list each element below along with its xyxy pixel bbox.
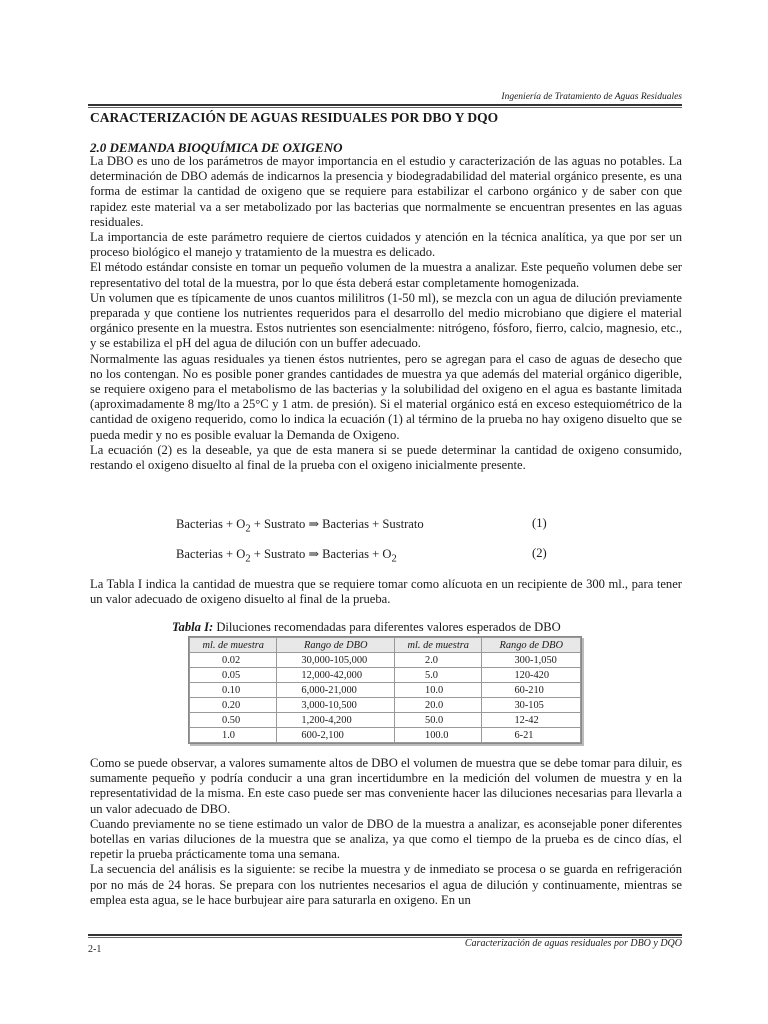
paragraph: Un volumen que es típicamente de unos cuantos mililitros (1-50 ml), se mezcla con un agua de dilución previamente preparada y que contiene los nutrientes requeridos para el desarrollo del medio microbiano que digiere el material orgánico presente en la muestra. Estos nutrientes son esencialmente: nitrógeno, fósforo, fierro, calcio, magnesio, etc., y se estabiliza el pH del agua de dilución con un buffer adecuado. — [90, 290, 682, 351]
paragraph: Normalmente las aguas residuales ya tienen éstos nutrientes, pero se agregan para el caso de aguas de desecho que no los contengan. No es posible poner grandes cantidades de muestra ya que además del material orgánico digerible, se requiere oxigeno para el metabolismo de las bacterias y la solubilidad del oxigeno en el agua es bastante limitada (aproximadamente 8 mg/lto a 25°C y 1 atm. de presión). Si el material orgánico está en exceso estequiométrico de la cantidad de oxigeno requerido, como lo indica la ecuación (1) al término de la prueba no hay oxigeno disuelto que se pueda medir y no es posible evaluar la Demanda de Oxigeno. — [90, 351, 682, 442]
table-row — [190, 698, 581, 713]
implies-arrow-icon: ⇒ — [308, 547, 319, 561]
table-cell: 20.0 — [395, 698, 482, 713]
table-cell: 10.0 — [395, 683, 482, 698]
body-section-2 — [90, 577, 682, 607]
paragraph: La Tabla I indica la cantidad de muestra que se requiere tomar como alícuota en un recipiente de 300 ml., para tener un valor adecuado de oxigeno disuelto al final de la prueba. — [90, 577, 682, 607]
table-cell: 0.05 — [190, 668, 277, 683]
dilution-table — [188, 636, 582, 744]
table-cell: 1,200-4,200 — [277, 713, 395, 728]
table-cell: 0.50 — [190, 713, 277, 728]
table-cell: 12,000-42,000 — [277, 668, 395, 683]
table-cell: 120-420 — [482, 668, 581, 683]
implies-arrow-icon: ⇒ — [308, 517, 319, 531]
running-header: Ingeniería de Tratamiento de Aguas Residuales — [501, 92, 682, 102]
table-cell: 300-1,050 — [482, 653, 581, 668]
paragraph: La importancia de este parámetro requiere de ciertos cuidados y atención en la técnica analítica, ya que por ser un proceso biológico el manejo y tratamiento de la muestra es delicado. — [90, 230, 682, 260]
body-section-3 — [90, 756, 682, 908]
equation-number: (2) — [532, 546, 547, 560]
paragraph: La secuencia del análisis es la siguiente: se recibe la muestra y de inmediato se procesa o se guarda en refrigeración por no más de 24 horas. Se prepara con los nutrientes necesarios el agua de dilución y continuamente, mientras se emplea esta agua, se le hace burbujear aire para saturarla en oxigeno. En un — [90, 862, 682, 907]
running-footer: Caracterización de aguas residuales por DBO y DQO — [464, 938, 682, 949]
equation-number: (1) — [532, 516, 547, 530]
section-heading: 2.0 DEMANDA BIOQUÍMICA DE OXIGENO — [90, 140, 343, 155]
paragraph: La DBO es uno de los parámetros de mayor importancia en el estudio y caracterización de las aguas no potables. La determinación de DBO además de indicarnos la presencia y biodegradabilidad del material orgánico presente, es una forma de estimar la cantidad de oxigeno que se requiere para estabilizar el carbono orgánico y de saber con que rapidez este material va a ser metabolizado por las bacterias que normalmente se encuentran presentes en las aguas residuales. — [90, 154, 682, 229]
table-cell: 100.0 — [395, 728, 482, 743]
equation-1: Bacterias + $O_2$ + Sustrato ⇒ Bacterias + Sustrato (1) — [176, 516, 547, 535]
table-cell: 30,000-105,000 — [277, 653, 395, 668]
table-caption — [172, 620, 561, 635]
paragraph: Como se puede observar, a valores sumamente altos de DBO el volumen de muestra que se debe tomar para diluir, es sumamente pequeño y podría conducir a una gran incertidumbre en la medición del volumen de muestra y en la representatividad de la misma. En este caso puede ser mas conveniente hacer las diluciones necesarias para llevarla a un valor adecuado de DBO. — [90, 756, 682, 816]
column-header: Rango de DBO — [482, 638, 581, 653]
table-cell: 6-21 — [482, 728, 581, 743]
table-row — [190, 653, 581, 668]
table-cell: 0.02 — [190, 653, 277, 668]
table-cell: 12-42 — [482, 713, 581, 728]
equation-2: Bacterias + $O_2$ + Sustrato ⇒ Bacterias + $O_2$ (2) — [176, 546, 547, 565]
table-caption-label: Tabla I: — [172, 620, 214, 634]
table-row — [190, 728, 581, 743]
table-cell: 60-210 — [482, 683, 581, 698]
footer-rule — [88, 934, 682, 936]
page-title: CARACTERIZACIÓN DE AGUAS RESIDUALES POR DBO Y DQO — [90, 110, 499, 125]
table-header-row — [190, 638, 581, 653]
header-rule-thin — [88, 107, 682, 108]
table-cell: 1.0 — [190, 728, 277, 743]
header-rule — [88, 104, 682, 106]
table-cell: 0.10 — [190, 683, 277, 698]
column-header: Rango de DBO — [277, 638, 395, 653]
page-number: 2-1 — [88, 944, 102, 955]
table-cell: 2.0 — [395, 653, 482, 668]
column-header: ml. de muestra — [395, 638, 482, 653]
table-row — [190, 668, 581, 683]
column-header: ml. de muestra — [190, 638, 277, 653]
table-cell: 6,000-21,000 — [277, 683, 395, 698]
table-cell: 30-105 — [482, 698, 581, 713]
table-cell: 600-2,100 — [277, 728, 395, 743]
body-section-1 — [90, 154, 682, 473]
table-cell: 5.0 — [395, 668, 482, 683]
table-cell: 50.0 — [395, 713, 482, 728]
table-cell: 0.20 — [190, 698, 277, 713]
paragraph: La ecuación (2) es la deseable, ya que de esta manera si se puede determinar la cantidad de oxigeno consumido, restando el oxigeno disuelto al final de la prueba con el oxigeno inicialmente presente. — [90, 442, 682, 473]
table-cell: 3,000-10,500 — [277, 698, 395, 713]
table-caption-text: Diluciones recomendadas para diferentes valores esperados de DBO — [213, 620, 561, 634]
paragraph: El método estándar consiste en tomar un pequeño volumen de la muestra a analizar. Este pequeño volumen debe ser representativo del total de la muestra, por lo que ésta deberá estar completamente homogenizada. — [90, 260, 682, 290]
table-row — [190, 683, 581, 698]
paragraph: Cuando previamente no se tiene estimado un valor de DBO de la muestra a analizar, es aconsejable poner diferentes botellas en varias diluciones de la muestra que se analiza, ya que como el tiempo de la prueba es de cinco días, el repetir la prueba prácticamente toma una semana. — [90, 816, 682, 862]
table-row — [190, 713, 581, 728]
